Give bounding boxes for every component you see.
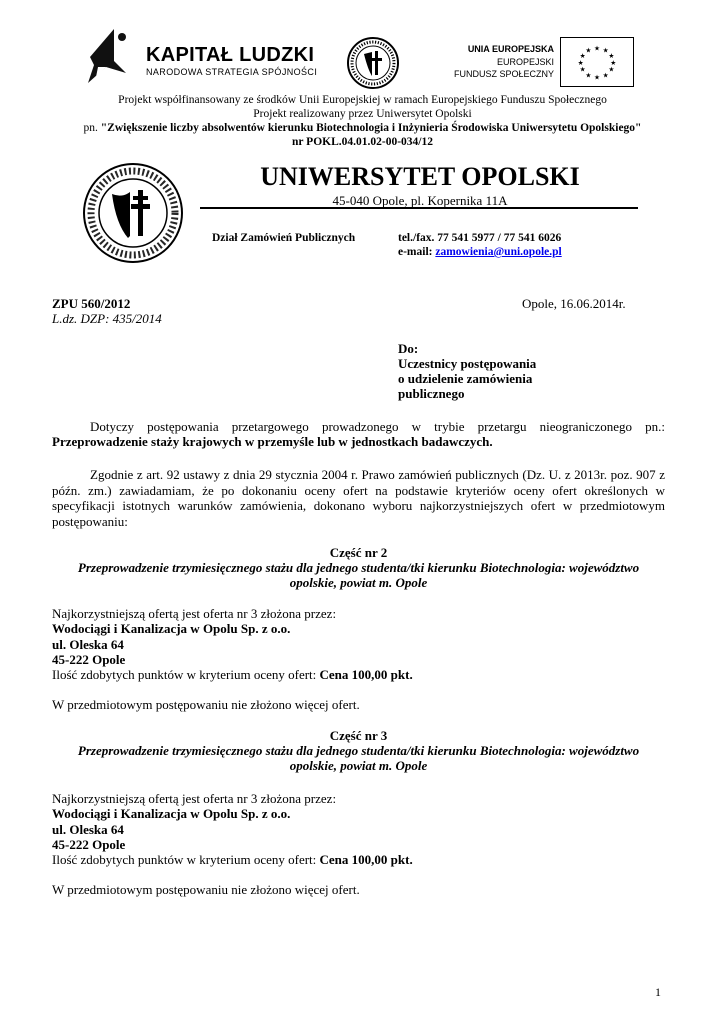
part-3-company: Wodociągi i Kanalizacja w Opolu Sp. z o.o.	[52, 806, 291, 821]
svg-text:★: ★	[585, 46, 592, 55]
university-seal-small	[346, 36, 400, 90]
part-2-points-label: Ilość zdobytych punktów w kryterium oceny ofert:	[52, 667, 320, 682]
svg-text:★: ★	[579, 65, 586, 74]
reference-number: ZPU 560/2012	[52, 296, 131, 311]
recipient-line-1: Uczestnicy postępowania	[398, 356, 537, 371]
project-line-1: Projekt współfinansowany ze środków Unii Europejskiej w ramach Europejskiego Funduszu Społecznego	[118, 94, 607, 106]
ue-fund-line1: EUROPEJSKI	[496, 57, 554, 67]
part-3-points	[52, 852, 413, 867]
svg-text:★: ★	[602, 46, 609, 55]
body-paragraph: Zgodnie z art. 92 ustawy z dnia 29 stycznia 2004 r. Prawo zamówień publicznych (Dz. U. z 2013r. poz. 907 z późn. zm.) zawiadamiam, że po dokonaniu oceny ofert na podstawie kryteriów oceny ofert określonych w specyfikacji istotnych warunków zamówienia, dokonano wyboru najkorzystniejszych ofert w przedmiotowym postępowaniu:	[52, 467, 665, 529]
part-2-points	[52, 667, 413, 682]
ue-fund-line2: FUNDUSZ SPOŁECZNY	[454, 69, 555, 79]
recipient-label: Do:	[398, 341, 419, 356]
project-title: "Zwiększenie liczby absolwentów kierunku Biotechnologia i Inżynieria Środowiska Uniwersytetu Opolskiego"	[100, 122, 642, 134]
project-line-3	[40, 121, 685, 135]
part-3-description: Przeprowadzenie trzymiesięcznego stażu dla jednego studenta/tki kierunku Biotechnologia: województwo opolskie, powiat m. Opole	[77, 743, 640, 773]
recipient-line-2: o udzielenie zamówienia	[398, 371, 533, 386]
part-2-intro: Najkorzystniejszą ofertą jest oferta nr 3 złożona przez:	[52, 606, 337, 621]
part-3-street: ul. Oleska 64	[52, 822, 124, 837]
ldz-number: L.dz. DZP: 435/2014	[52, 311, 162, 326]
svg-text:★: ★	[577, 58, 584, 67]
department: Dział Zamówień Publicznych	[212, 232, 356, 244]
svg-text:★: ★	[593, 73, 601, 82]
part-3-heading: Część nr 3	[329, 728, 388, 743]
kapital-ludzki-title: KAPITAŁ LUDZKI	[146, 44, 315, 66]
place-date: Opole, 16.06.2014r.	[522, 296, 626, 311]
eu-flag	[560, 37, 634, 87]
email-line	[398, 245, 562, 260]
kapital-ludzki-logo	[84, 27, 132, 85]
university-name: UNIWERSYTET OPOLSKI	[260, 162, 580, 191]
part-2-description: Przeprowadzenie trzymiesięcznego stażu dla jednego studenta/tki kierunku Biotechnologia: województwo opolskie, powiat m. Opole	[77, 560, 640, 590]
subject-title: Przeprowadzenie staży krajowych w przemyśle lub w jednostkach badawczych.	[52, 434, 493, 449]
part-3-points-label: Ilość zdobytych punktów w kryterium oceny ofert:	[52, 852, 320, 867]
university-seal	[82, 162, 184, 264]
svg-text:★: ★	[608, 52, 615, 61]
subject-intro	[52, 419, 665, 435]
kapital-ludzki-subtitle: NARODOWA STRATEGIA SPÓJNOŚCI	[146, 67, 318, 77]
page-number: 1	[655, 985, 661, 999]
svg-text:★: ★	[579, 52, 586, 61]
header-divider	[200, 207, 638, 209]
part-2-street: ul. Oleska 64	[52, 637, 124, 652]
tel-fax: tel./fax. 77 541 5977 / 77 541 6026	[398, 232, 562, 244]
project-line-2: Projekt realizowany przez Uniwersytet Opolski	[253, 108, 472, 120]
email-link[interactable]: zamowienia@uni.opole.pl	[435, 246, 562, 258]
part-3-note: W przedmiotowym postępowaniu nie złożono więcej ofert.	[52, 882, 360, 897]
part-3-intro: Najkorzystniejszą ofertą jest oferta nr 3 złożona przez:	[52, 791, 337, 806]
project-line-3-prefix: pn.	[83, 122, 101, 134]
part-3-points-value: Cena 100,00 pkt.	[319, 852, 413, 867]
svg-text:★: ★	[610, 58, 617, 67]
part-2-points-value: Cena 100,00 pkt.	[319, 667, 413, 682]
svg-text:★: ★	[608, 65, 615, 74]
part-2-city: 45-222 Opole	[52, 652, 126, 667]
part-2-note: W przedmiotowym postępowaniu nie złożono więcej ofert.	[52, 697, 360, 712]
svg-text:★: ★	[593, 44, 601, 53]
project-number: nr POKL.04.01.02-00-034/12	[292, 136, 433, 148]
svg-text:★: ★	[602, 71, 609, 80]
part-2-heading: Część nr 2	[329, 545, 388, 560]
part-2-company: Wodociągi i Kanalizacja w Opolu Sp. z o.o.	[52, 621, 291, 636]
part-3-city: 45-222 Opole	[52, 837, 126, 852]
ue-title: UNIA EUROPEJSKA	[467, 44, 554, 54]
svg-text:★: ★	[585, 71, 592, 80]
email-label: e-mail:	[398, 246, 436, 258]
subject-intro-text: Dotyczy postępowania przetargowego prowadzonego w trybie przetargu nieograniczonego pn.:	[90, 419, 665, 434]
recipient-line-3: publicznego	[398, 386, 465, 401]
university-address: 45-040 Opole, pl. Kopernika 11A	[332, 193, 508, 208]
